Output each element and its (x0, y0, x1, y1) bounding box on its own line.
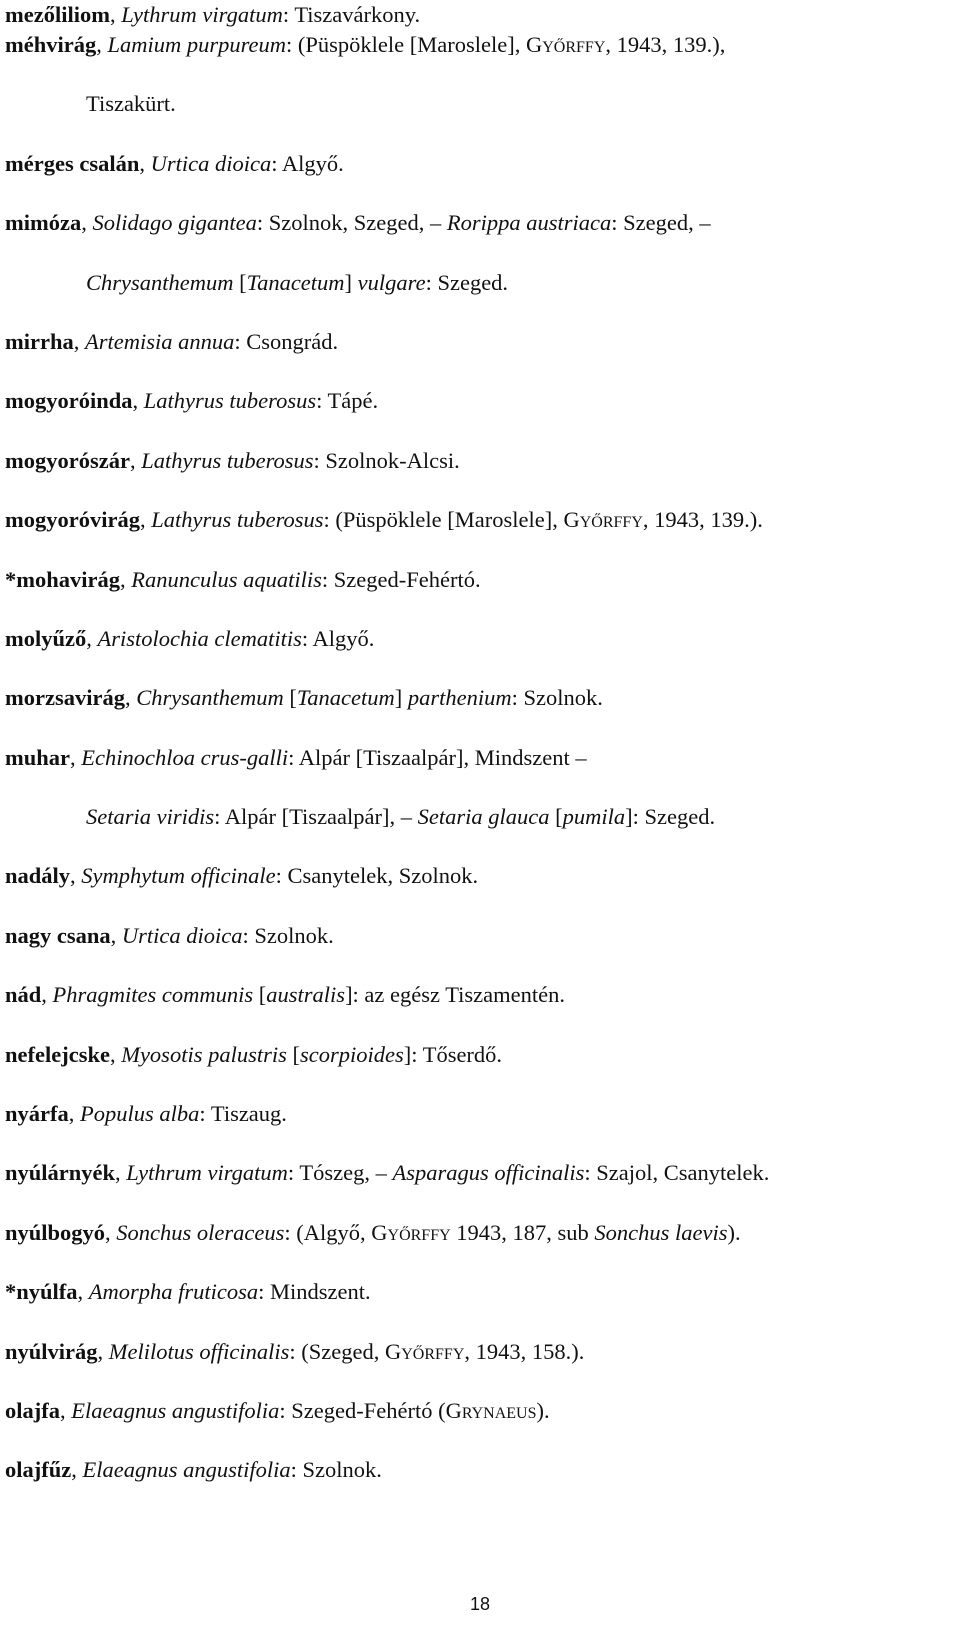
text: , (70, 744, 82, 770)
author-name: rynaeus (461, 1397, 537, 1423)
text: : Szeged-Fehértó (G (279, 1397, 462, 1423)
headword: morzsavirág (5, 685, 125, 711)
text: : Tápé. (316, 388, 379, 414)
entry-olajfuz (5, 1455, 955, 1514)
entry-mimoza (5, 208, 955, 267)
text: : Szeged-Fehértó. (321, 566, 481, 592)
text: , (129, 447, 142, 473)
entry-muhar (5, 743, 955, 802)
headword: mimóza (5, 210, 82, 236)
entry-nad (5, 980, 955, 1039)
headword: mirrha (5, 328, 74, 354)
text: : Tiszavárkony. (282, 2, 421, 27)
headword: nyúlárnyék (5, 1160, 116, 1186)
entry-mezoliliom (5, 0, 955, 30)
latin-name: Chrysanthemum (136, 685, 284, 711)
text: : Szeged. (425, 269, 509, 295)
headword: nyúlvirág (5, 1338, 98, 1364)
entry-nagy-csana (5, 921, 955, 980)
text: , (60, 1397, 72, 1423)
entry-merges-csalan (5, 149, 955, 208)
text: , (120, 566, 132, 592)
headword: nefelejcske (5, 1041, 110, 1067)
headword: nád (5, 982, 42, 1008)
latin-name: scorpioides (299, 1041, 404, 1067)
author-name: yőrffy (401, 1338, 465, 1364)
latin-name: Urtica dioica (121, 922, 243, 948)
text: ]: Tőserdő. (403, 1041, 503, 1067)
latin-name: Setaria glauca (417, 804, 550, 830)
latin-name: Solidago gigantea (92, 210, 257, 236)
author-name: yőrffy (579, 507, 643, 533)
latin-name: Lathyrus tuberosus (141, 447, 314, 473)
entry-mogyoroszar (5, 446, 955, 505)
headword: olajfa (5, 1397, 60, 1423)
text: , (68, 1101, 80, 1127)
latin-name: Echinochloa crus-galli (81, 744, 289, 770)
latin-name: pumila (562, 804, 626, 830)
text: [ (233, 269, 247, 295)
latin-name: Amorpha fruticosa (88, 1279, 259, 1305)
headword: nyúlbogyó (5, 1219, 106, 1245)
entry-nyulfa (5, 1277, 955, 1336)
headword: olajfűz (5, 1457, 72, 1483)
latin-name: Myosotis palustris (121, 1041, 287, 1067)
latin-name: Urtica dioica (150, 150, 272, 176)
entry-nyulbogyo (5, 1218, 955, 1277)
latin-name: Sonchus laevis (594, 1219, 728, 1245)
latin-name: Phragmites communis (52, 982, 254, 1008)
latin-name: Tanacetum (296, 685, 395, 711)
text: : (Püspöklele [Maroslele], G (323, 507, 580, 533)
text: : Szolnok, Szeged, – (256, 210, 447, 236)
text: : Szolnok. (511, 685, 603, 711)
text: , (109, 2, 122, 27)
text: , (139, 507, 152, 533)
entry-mohavirag (5, 565, 955, 624)
text: , (105, 1219, 117, 1245)
headword: méhvirág (5, 32, 97, 57)
entry-nefelejcske (5, 1040, 955, 1099)
text: , (86, 625, 98, 651)
headword: *nyúlfa (5, 1279, 78, 1305)
text: ]: Szeged. (625, 804, 716, 830)
text: : (Püspöklele [Maroslele], G (286, 32, 543, 57)
page-number: 18 (469, 1594, 491, 1614)
text: [ (286, 1041, 300, 1067)
text: : Mindszent. (258, 1279, 371, 1305)
latin-name: Aristolochia clematitis (97, 625, 302, 651)
headword: molyűző (5, 625, 87, 651)
text: , (71, 1457, 83, 1483)
text: , (115, 1160, 127, 1186)
latin-name: Tanacetum (246, 269, 345, 295)
text: [ (549, 804, 563, 830)
entry-mehvirag (5, 30, 955, 89)
headword: nagy csana (5, 922, 111, 948)
headword: muhar (5, 744, 71, 770)
text: , (132, 388, 144, 414)
entry-nadaly (5, 861, 955, 920)
latin-name: Lythrum virgatum (121, 2, 283, 27)
text: [ (253, 982, 267, 1008)
text: , (70, 863, 82, 889)
text: , 1943, 139.), (605, 32, 726, 57)
text: ). (536, 1397, 550, 1423)
text: : (Szeged, G (289, 1338, 402, 1364)
text: , (97, 1338, 109, 1364)
text: : Csanytelek, Szolnok. (275, 863, 479, 889)
text: ] (394, 685, 408, 711)
text: : Szolnok-Alcsi. (313, 447, 460, 473)
entry-mimoza-cont (5, 268, 955, 327)
entry-nyulvirag (5, 1337, 955, 1396)
latin-name: Populus alba (80, 1101, 200, 1127)
latin-name: Chrysanthemum (86, 269, 234, 295)
author-name: yőrffy (542, 32, 606, 57)
latin-name: Lathyrus tuberosus (151, 507, 324, 533)
latin-name: Sonchus oleraceus (116, 1219, 285, 1245)
text: : Tószeg, – (287, 1160, 393, 1186)
headword: nadály (5, 863, 71, 889)
text: : Alpár [Tiszaalpár], Mindszent – (288, 744, 587, 770)
entry-molyuzo (5, 624, 955, 683)
text: Tiszakürt. (86, 91, 176, 117)
latin-name: Artemisia annua (84, 328, 235, 354)
text: 1943, 187, sub (450, 1219, 595, 1245)
text: : Alpár [Tiszaalpár], – (214, 804, 418, 830)
headword: nyárfa (5, 1101, 69, 1127)
latin-name: Lythrum virgatum (126, 1160, 288, 1186)
text: , (77, 1279, 89, 1305)
text: : Szolnok. (290, 1457, 382, 1483)
text: , (109, 1041, 122, 1067)
entry-morzsavirag (5, 683, 955, 742)
text: : Algyő. (301, 625, 375, 651)
headword: mogyoróvirág (5, 507, 140, 533)
text: : Szeged, – (611, 210, 711, 236)
text: , (81, 210, 93, 236)
text: : Szajol, Csanytelek. (584, 1160, 770, 1186)
latin-name: Lathyrus tuberosus (143, 388, 317, 414)
headword: *mohavirág (5, 566, 120, 592)
entry-nyarfa (5, 1099, 955, 1158)
entry-nyularnyek (5, 1158, 955, 1217)
text: ). (727, 1219, 741, 1245)
latin-name: Elaeagnus angustifolia (82, 1457, 291, 1483)
latin-name: Rorippa austriaca (446, 210, 612, 236)
text: : (Algyő, G (284, 1219, 388, 1245)
latin-name: vulgare (357, 269, 426, 295)
text: [ (283, 685, 297, 711)
entry-mogyoroinda (5, 386, 955, 445)
text: : Algyő. (271, 150, 344, 176)
text: , 1943, 139.). (642, 507, 763, 533)
latin-name: Symphytum officinale (81, 863, 276, 889)
text: : Tiszaug. (199, 1101, 287, 1127)
headword: mérges csalán (5, 150, 140, 176)
author-name: yőrffy (387, 1219, 451, 1245)
text: : Csongrád. (234, 328, 339, 354)
latin-name: Elaeagnus angustifolia (71, 1397, 280, 1423)
entry-mirrha (5, 327, 955, 386)
headword: mogyorószár (5, 447, 130, 473)
entry-mehvirag-cont (5, 89, 955, 148)
text: ]: az egész Tiszamentén. (345, 982, 565, 1008)
text: , (110, 922, 122, 948)
text: , (96, 32, 108, 57)
glossary-entries (5, 0, 955, 1515)
latin-name: Melilotus officinalis (108, 1338, 290, 1364)
text: , (124, 685, 137, 711)
entry-muhar-cont (5, 802, 955, 861)
entry-mogyorovirag (5, 505, 955, 564)
text: , 1943, 158.). (464, 1338, 585, 1364)
latin-name: Ranunculus aquatilis (131, 566, 322, 592)
latin-name: parthenium (407, 685, 512, 711)
headword: mogyoróinda (5, 388, 133, 414)
headword: mezőliliom (5, 2, 110, 27)
text: , (139, 150, 151, 176)
text: : Szolnok. (242, 922, 334, 948)
latin-name: Asparagus officinalis (392, 1160, 585, 1186)
text: , (41, 982, 53, 1008)
latin-name: Setaria viridis (86, 804, 215, 830)
latin-name: australis (266, 982, 346, 1008)
text: , (73, 328, 85, 354)
entry-olajfa (5, 1396, 955, 1455)
latin-name: Lamium purpureum (107, 32, 287, 57)
text: ] (344, 269, 358, 295)
